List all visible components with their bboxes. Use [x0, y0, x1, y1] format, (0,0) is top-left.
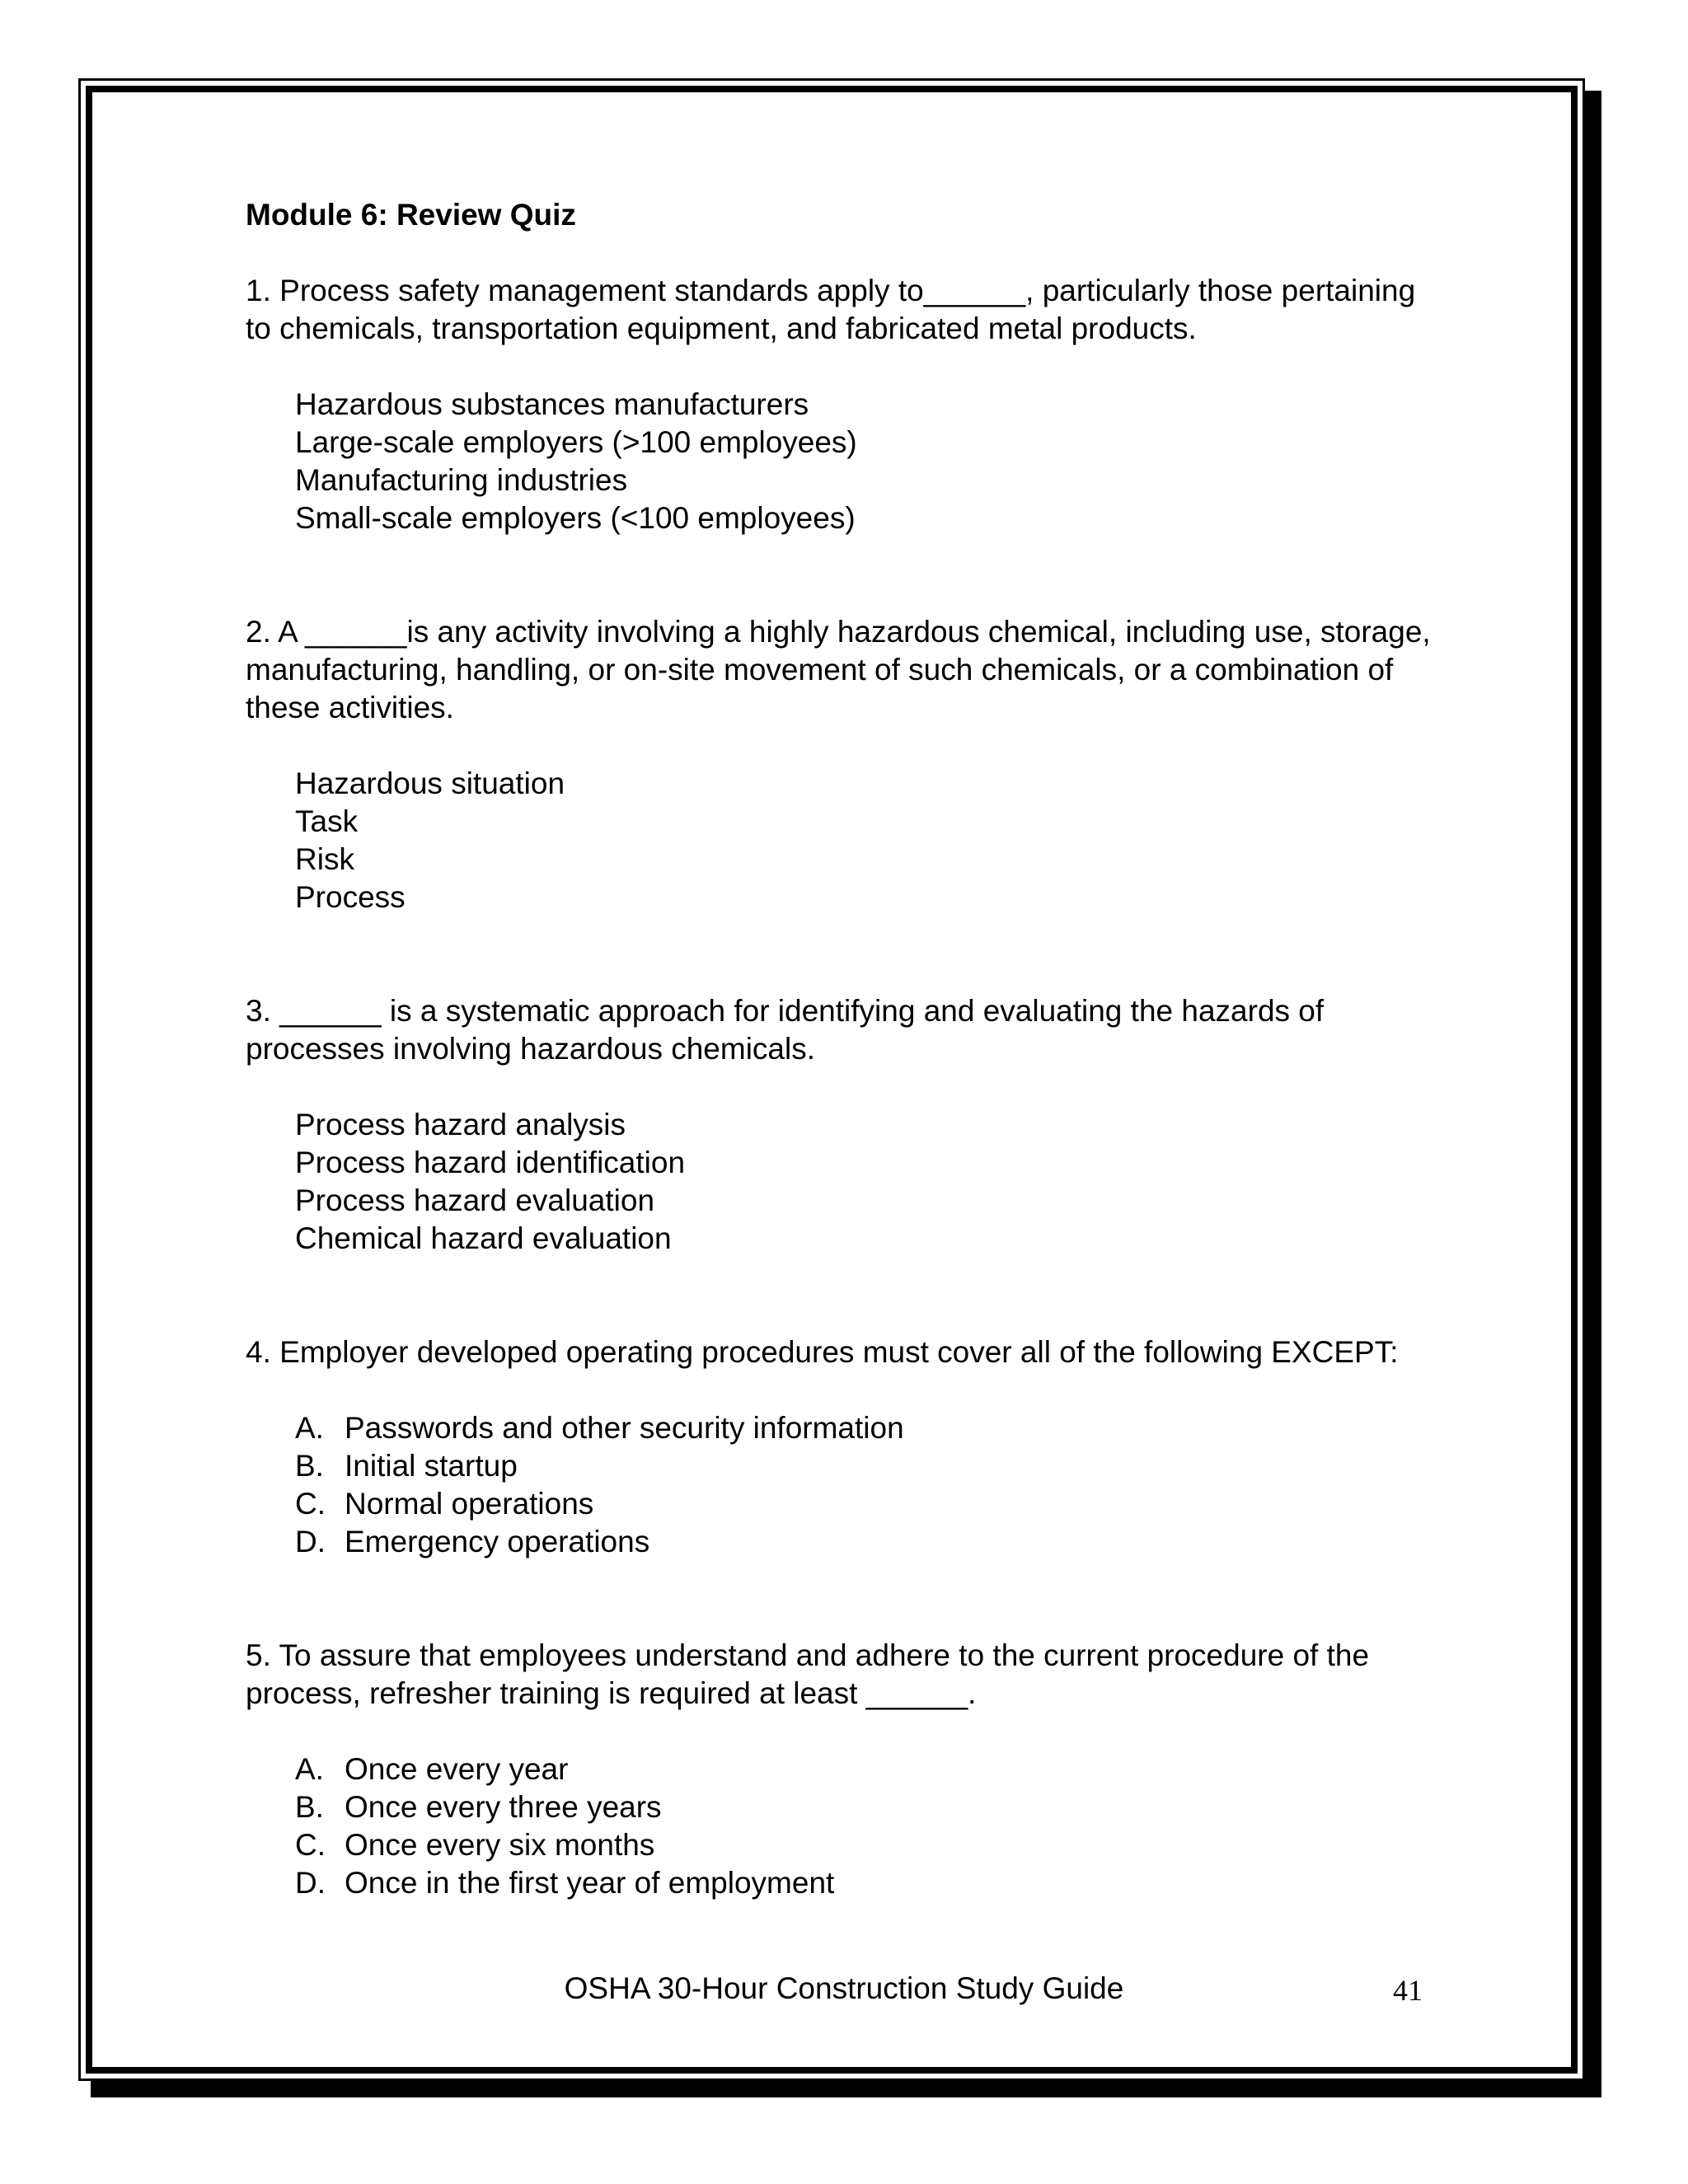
answer-option — [295, 1826, 1449, 1864]
answer-text: Passwords and other security information — [345, 1411, 904, 1445]
answer-options — [295, 765, 1449, 916]
question-2 — [246, 613, 1449, 916]
answer-text: Once every three years — [345, 1790, 662, 1824]
answer-text: Manufacturing industries — [295, 463, 628, 497]
spacer — [246, 537, 1449, 613]
frame-shadow-bottom — [91, 2081, 1601, 2097]
question-5 — [246, 1637, 1449, 1902]
answer-text: Hazardous situation — [295, 766, 565, 800]
answer-text: Process hazard evaluation — [295, 1183, 655, 1217]
question-text: 5. To assure that employees understand and adhere to the current procedure of the process, refresher training is required at least ______. — [246, 1638, 1370, 1710]
answer-option — [295, 879, 1449, 916]
answer-text: Risk — [295, 842, 354, 876]
answer-letter: D. — [295, 1525, 326, 1558]
answer-text: Once in the first year of employment — [345, 1866, 835, 1900]
question-text: 1. Process safety management standards apply to______, particularly those pertaining to chemicals, transportation equipment, and fabricated metal products. — [246, 274, 1416, 345]
footer-title: OSHA 30-Hour Construction Study Guide — [564, 1971, 1124, 2005]
answer-option — [295, 803, 1449, 841]
answer-letter: C. — [295, 1828, 326, 1862]
spacer — [246, 1258, 1449, 1333]
quiz-title: Module 6: Review Quiz — [246, 198, 576, 232]
answer-text: Emergency operations — [345, 1525, 650, 1558]
answer-text: Once every year — [345, 1752, 569, 1786]
answer-text: Normal operations — [345, 1487, 594, 1521]
answer-text: Process — [295, 880, 406, 914]
answer-letter: B. — [295, 1449, 324, 1483]
question-text: 4. Employer developed operating procedures must cover all of the following EXCEPT: — [246, 1335, 1399, 1369]
answer-option — [295, 462, 1449, 499]
answer-text: Hazardous substances manufacturers — [295, 387, 809, 421]
answer-option — [295, 1523, 1449, 1561]
answer-option — [295, 1220, 1449, 1258]
question-1 — [246, 272, 1449, 537]
question-text: 3. ______ is a systematic approach for identifying and evaluating the hazards of processes involving hazardous chemicals. — [246, 994, 1325, 1066]
answer-option — [295, 1788, 1449, 1826]
answer-options — [295, 1106, 1449, 1258]
answer-option — [295, 1182, 1449, 1220]
answer-option — [295, 1485, 1449, 1523]
question-text: 2. A ______is any activity involving a highly hazardous chemical, including use, storage, manufacturing, handling, or on-site movement of such chemicals, or a combination of these activities. — [246, 615, 1431, 724]
answer-option — [295, 1864, 1449, 1902]
frame-shadow-right — [1585, 91, 1601, 2097]
answer-text: Large-scale employers (>100 employees) — [295, 425, 857, 459]
answer-letter: A. — [295, 1752, 324, 1786]
answer-option — [295, 1106, 1449, 1144]
spacer — [246, 916, 1449, 992]
quiz-content — [246, 196, 1449, 1902]
answer-letter: B. — [295, 1790, 324, 1824]
answer-option — [295, 424, 1449, 462]
answer-option — [295, 386, 1449, 424]
answer-options — [295, 386, 1449, 537]
answer-option — [295, 1409, 1449, 1447]
answer-letter: D. — [295, 1866, 326, 1900]
answer-text: Process hazard analysis — [295, 1108, 626, 1141]
question-4 — [246, 1333, 1449, 1561]
page-number: 41 — [1393, 1974, 1423, 2007]
answer-text: Process hazard identification — [295, 1146, 686, 1179]
answer-letter: C. — [295, 1487, 326, 1521]
answer-text: Once every six months — [345, 1828, 655, 1862]
answer-text: Chemical hazard evaluation — [295, 1221, 672, 1255]
answer-options — [295, 1409, 1449, 1561]
answer-text: Small-scale employers (<100 employees) — [295, 501, 856, 535]
answer-options — [295, 1750, 1449, 1902]
answer-option — [295, 1447, 1449, 1485]
answer-option — [295, 499, 1449, 537]
spacer — [246, 1561, 1449, 1637]
answer-text: Task — [295, 804, 359, 838]
answer-letter: A. — [295, 1411, 324, 1445]
answer-option — [295, 841, 1449, 879]
question-3 — [246, 992, 1449, 1258]
answer-text: Initial startup — [345, 1449, 518, 1483]
answer-option — [295, 1750, 1449, 1788]
answer-option — [295, 765, 1449, 803]
answer-option — [295, 1144, 1449, 1182]
